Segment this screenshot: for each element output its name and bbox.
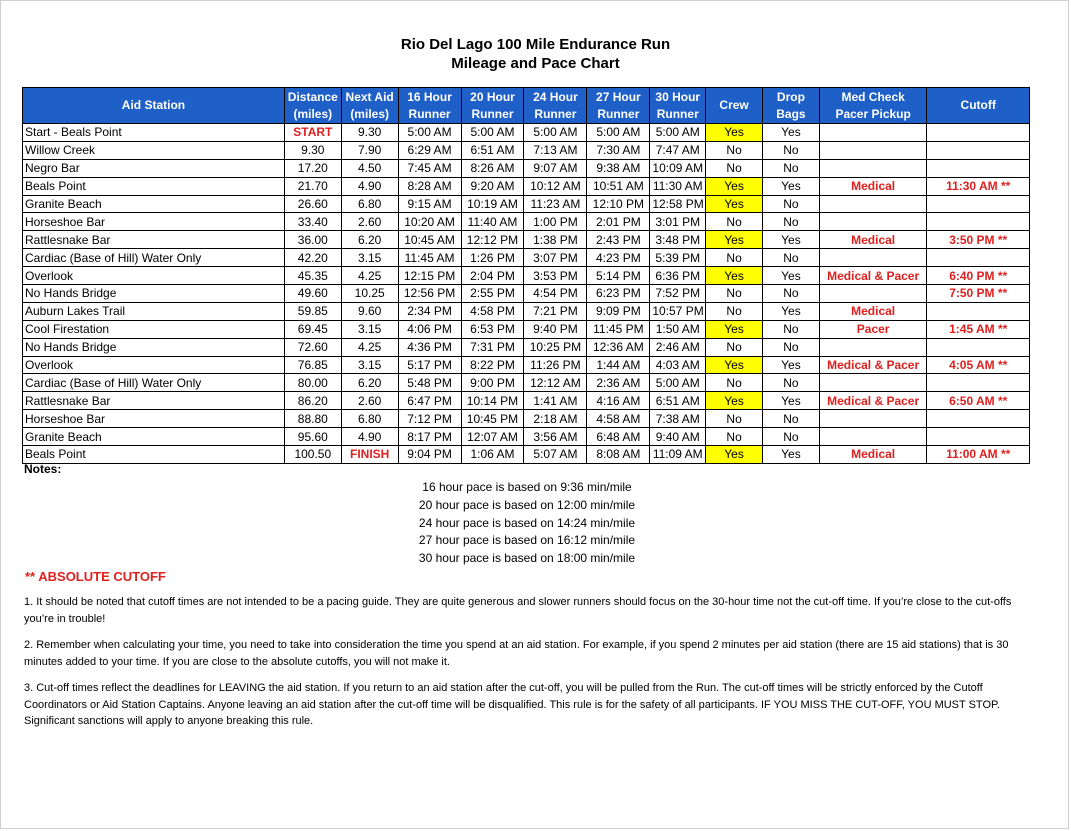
16-hour-cell: 8:17 PM (398, 428, 461, 446)
crew-cell: No (706, 338, 763, 356)
aid-station-cell: Granite Beach (23, 195, 285, 213)
med-check-cell (819, 124, 927, 142)
crew-cell: No (706, 159, 763, 177)
next-aid-cell: 10.25 (341, 285, 398, 303)
header-aid-station: Aid Station (23, 88, 285, 124)
table-row (23, 446, 1030, 464)
table-row (23, 267, 1030, 285)
note-paragraph-2: 2. Remember when calculating your time, you need to take into consideration the time you spend at an aid station. For example, if you spend 2 minutes per aid station (there are 15 aid stations) that is 30 minutes added to your time. If you are close to the absolute cutoffs, you will not make it. (24, 639, 1009, 668)
crew-cell: No (706, 249, 763, 267)
distance-cell: 42.20 (284, 249, 341, 267)
table-row (23, 285, 1030, 303)
16-hour-cell: 11:45 AM (398, 249, 461, 267)
27-hour-cell: 2:36 AM (587, 374, 650, 392)
cutoff-cell: 4:05 AM ** (927, 356, 1030, 374)
20-hour-cell: 5:00 AM (461, 124, 524, 142)
distance-cell: 17.20 (284, 159, 341, 177)
table-row (23, 410, 1030, 428)
med-check-cell (819, 428, 927, 446)
20-hour-cell: 1:06 AM (461, 446, 524, 464)
med-check-cell (819, 374, 927, 392)
20-hour-cell: 10:19 AM (461, 195, 524, 213)
24-hour-cell: 7:13 AM (524, 141, 587, 159)
16-hour-cell: 7:12 PM (398, 410, 461, 428)
drop-bags-cell: No (763, 213, 820, 231)
drop-bags-cell: Yes (763, 124, 820, 142)
drop-bags-cell: No (763, 249, 820, 267)
20-hour-cell: 10:14 PM (461, 392, 524, 410)
cutoff-cell: 6:40 PM ** (927, 267, 1030, 285)
header-24-hour: 24 Hour Runner (524, 88, 587, 124)
distance-cell: 80.00 (284, 374, 341, 392)
next-aid-cell: 3.15 (341, 249, 398, 267)
table-row (23, 124, 1030, 142)
next-aid-cell: 4.25 (341, 267, 398, 285)
distance-cell: 26.60 (284, 195, 341, 213)
absolute-cutoff-label: ** ABSOLUTE CUTOFF (25, 569, 166, 584)
30-hour-cell: 12:58 PM (650, 195, 706, 213)
next-aid-cell: 4.25 (341, 338, 398, 356)
crew-cell: Yes (706, 231, 763, 249)
30-hour-cell: 7:38 AM (650, 410, 706, 428)
crew-cell: No (706, 428, 763, 446)
note-paragraph-3: 3. Cut-off times reflect the deadlines for LEAVING the aid station. If you return to an aid station after the cut-off, you will be pulled from the Run. The cut-off times will be strictly enforced by the Cutoff Coordinators or Aid Station Captains. Anyone leaving an aid station after the cut-off time will be disqualified. This rule is for the safety of all participants. IF YOU MISS THE CUT-OFF, YOU MUST STOP. Significant sanctions will apply to anyone breaking this rule. (24, 682, 1000, 727)
16-hour-cell: 8:28 AM (398, 177, 461, 195)
header-30-hour: 30 Hour Runner (650, 88, 706, 124)
30-hour-cell: 3:48 PM (650, 231, 706, 249)
crew-cell: No (706, 410, 763, 428)
med-check-cell: Medical (819, 231, 927, 249)
16-hour-cell: 9:15 AM (398, 195, 461, 213)
27-hour-cell: 6:23 PM (587, 285, 650, 303)
27-hour-cell: 9:09 PM (587, 302, 650, 320)
crew-cell: No (706, 141, 763, 159)
27-hour-cell: 4:16 AM (587, 392, 650, 410)
cutoff-cell (927, 338, 1030, 356)
next-aid-cell: 3.15 (341, 356, 398, 374)
16-hour-cell: 5:17 PM (398, 356, 461, 374)
30-hour-cell: 7:52 PM (650, 285, 706, 303)
cutoff-cell (927, 159, 1030, 177)
20-hour-cell: 1:26 PM (461, 249, 524, 267)
med-check-cell: Medical (819, 177, 927, 195)
drop-bags-cell: No (763, 374, 820, 392)
table-row (23, 374, 1030, 392)
med-check-cell (819, 338, 927, 356)
aid-station-cell: Beals Point (23, 446, 285, 464)
pace-note: 16 hour pace is based on 9:36 min/mile (422, 480, 632, 494)
cutoff-cell (927, 410, 1030, 428)
med-check-cell: Medical & Pacer (819, 267, 927, 285)
20-hour-cell: 12:07 AM (461, 428, 524, 446)
drop-bags-cell: Yes (763, 392, 820, 410)
table-row (23, 231, 1030, 249)
med-check-cell (819, 213, 927, 231)
30-hour-cell: 2:46 AM (650, 338, 706, 356)
16-hour-cell: 5:00 AM (398, 124, 461, 142)
pace-note: 24 hour pace is based on 14:24 min/mile (418, 515, 636, 530)
table-row (23, 428, 1030, 446)
cutoff-cell: 1:45 AM ** (927, 320, 1030, 338)
16-hour-cell: 12:15 PM (398, 267, 461, 285)
drop-bags-cell: No (763, 195, 820, 213)
16-hour-cell: 6:29 AM (398, 141, 461, 159)
30-hour-cell: 6:36 PM (650, 267, 706, 285)
distance-cell: START (284, 124, 341, 142)
crew-cell: Yes (706, 356, 763, 374)
24-hour-cell: 12:12 AM (524, 374, 587, 392)
next-aid-cell: 4.90 (341, 428, 398, 446)
distance-cell: 9.30 (284, 141, 341, 159)
header-med-check: Med Check Pacer Pickup (819, 88, 927, 124)
crew-cell: No (706, 213, 763, 231)
24-hour-cell: 1:00 PM (524, 213, 587, 231)
crew-cell: Yes (706, 320, 763, 338)
30-hour-cell: 3:01 PM (650, 213, 706, 231)
next-aid-cell: 6.20 (341, 231, 398, 249)
30-hour-cell: 11:30 AM (650, 177, 706, 195)
header-cutoff: Cutoff (927, 88, 1030, 124)
24-hour-cell: 11:26 PM (524, 356, 587, 374)
table-row (23, 302, 1030, 320)
aid-station-cell: Start - Beals Point (23, 124, 285, 142)
30-hour-cell: 10:09 AM (650, 159, 706, 177)
pace-notes (0, 479, 1054, 568)
next-aid-cell: 7.90 (341, 141, 398, 159)
27-hour-cell: 12:10 PM (587, 195, 650, 213)
30-hour-cell: 9:40 AM (650, 428, 706, 446)
16-hour-cell: 9:04 PM (398, 446, 461, 464)
header-next-aid: Next Aid (miles) (341, 88, 398, 124)
next-aid-cell: 6.20 (341, 374, 398, 392)
20-hour-cell: 10:45 PM (461, 410, 524, 428)
aid-station-cell: Granite Beach (23, 428, 285, 446)
24-hour-cell: 11:23 AM (524, 195, 587, 213)
distance-cell: 88.80 (284, 410, 341, 428)
distance-cell: 69.45 (284, 320, 341, 338)
header-27-hour: 27 Hour Runner (587, 88, 650, 124)
next-aid-cell: 2.60 (341, 392, 398, 410)
crew-cell: Yes (706, 124, 763, 142)
20-hour-cell: 7:31 PM (461, 338, 524, 356)
27-hour-cell: 8:08 AM (587, 446, 650, 464)
distance-cell: 49.60 (284, 285, 341, 303)
cutoff-cell (927, 374, 1030, 392)
cutoff-cell (927, 124, 1030, 142)
27-hour-cell: 4:58 AM (587, 410, 650, 428)
cutoff-cell (927, 195, 1030, 213)
cutoff-cell (927, 302, 1030, 320)
crew-cell: Yes (706, 195, 763, 213)
20-hour-cell: 9:20 AM (461, 177, 524, 195)
crew-cell: No (706, 302, 763, 320)
drop-bags-cell: No (763, 159, 820, 177)
20-hour-cell: 12:12 PM (461, 231, 524, 249)
crew-cell: No (706, 285, 763, 303)
page-title: Rio Del Lago 100 Mile Endurance Run (400, 36, 671, 53)
drop-bags-cell: No (763, 320, 820, 338)
30-hour-cell: 6:51 AM (650, 392, 706, 410)
drop-bags-cell: No (763, 338, 820, 356)
med-check-cell: Medical (819, 446, 927, 464)
aid-station-cell: Negro Bar (23, 159, 285, 177)
cutoff-cell: 7:50 PM ** (927, 285, 1030, 303)
27-hour-cell: 1:44 AM (587, 356, 650, 374)
med-check-cell (819, 410, 927, 428)
27-hour-cell: 4:23 PM (587, 249, 650, 267)
24-hour-cell: 3:56 AM (524, 428, 587, 446)
16-hour-cell: 5:48 PM (398, 374, 461, 392)
next-aid-cell: 6.80 (341, 410, 398, 428)
24-hour-cell: 3:07 PM (524, 249, 587, 267)
header-crew: Crew (706, 88, 763, 124)
cutoff-cell (927, 213, 1030, 231)
aid-station-cell: Overlook (23, 267, 285, 285)
24-hour-cell: 4:54 PM (524, 285, 587, 303)
table-row (23, 338, 1030, 356)
16-hour-cell: 10:20 AM (398, 213, 461, 231)
distance-cell: 86.20 (284, 392, 341, 410)
aid-station-cell: No Hands Bridge (23, 285, 285, 303)
aid-station-cell: Rattlesnake Bar (23, 231, 285, 249)
cutoff-cell (927, 141, 1030, 159)
table-row (23, 195, 1030, 213)
crew-cell: Yes (706, 177, 763, 195)
20-hour-cell: 2:04 PM (461, 267, 524, 285)
distance-cell: 59.85 (284, 302, 341, 320)
med-check-cell (819, 141, 927, 159)
30-hour-cell: 5:00 AM (650, 374, 706, 392)
aid-station-cell: Cool Firestation (23, 320, 285, 338)
aid-station-cell: Rattlesnake Bar (23, 392, 285, 410)
20-hour-cell: 6:53 PM (461, 320, 524, 338)
med-check-cell: Medical & Pacer (819, 392, 927, 410)
pace-chart-table (22, 87, 1030, 464)
16-hour-cell: 4:36 PM (398, 338, 461, 356)
27-hour-cell: 6:48 AM (587, 428, 650, 446)
med-check-cell (819, 249, 927, 267)
pace-note: 27 hour pace is based on 16:12 min/mile (418, 533, 636, 548)
aid-station-cell: Horseshoe Bar (23, 213, 285, 231)
30-hour-cell: 5:00 AM (650, 124, 706, 142)
next-aid-cell: 3.15 (341, 320, 398, 338)
next-aid-cell: 6.80 (341, 195, 398, 213)
distance-cell: 76.85 (284, 356, 341, 374)
next-aid-cell: 4.50 (341, 159, 398, 177)
20-hour-cell: 2:55 PM (461, 285, 524, 303)
pace-note: 20 hour pace is based on 12:00 min/mile (418, 497, 636, 512)
24-hour-cell: 3:53 PM (524, 267, 587, 285)
16-hour-cell: 6:47 PM (398, 392, 461, 410)
24-hour-cell: 7:21 PM (524, 302, 587, 320)
cutoff-cell (927, 428, 1030, 446)
30-hour-cell: 11:09 AM (650, 446, 706, 464)
24-hour-cell: 2:18 AM (524, 410, 587, 428)
pace-note: 30 hour pace is based on 18:00 min/mile (418, 551, 636, 566)
table-row (23, 320, 1030, 338)
27-hour-cell: 7:30 AM (587, 141, 650, 159)
crew-cell: Yes (706, 446, 763, 464)
table-row (23, 392, 1030, 410)
16-hour-cell: 12:56 PM (398, 285, 461, 303)
crew-cell: Yes (706, 392, 763, 410)
24-hour-cell: 5:07 AM (524, 446, 587, 464)
table-row (23, 249, 1030, 267)
drop-bags-cell: Yes (763, 177, 820, 195)
crew-cell: Yes (706, 267, 763, 285)
aid-station-cell: No Hands Bridge (23, 338, 285, 356)
drop-bags-cell: Yes (763, 267, 820, 285)
30-hour-cell: 4:03 AM (650, 356, 706, 374)
med-check-cell: Pacer (819, 320, 927, 338)
drop-bags-cell: Yes (763, 302, 820, 320)
24-hour-cell: 9:07 AM (524, 159, 587, 177)
24-hour-cell: 10:25 PM (524, 338, 587, 356)
drop-bags-cell: No (763, 428, 820, 446)
16-hour-cell: 4:06 PM (398, 320, 461, 338)
aid-station-cell: Auburn Lakes Trail (23, 302, 285, 320)
next-aid-cell: 2.60 (341, 213, 398, 231)
distance-cell: 95.60 (284, 428, 341, 446)
24-hour-cell: 1:41 AM (524, 392, 587, 410)
cutoff-cell: 3:50 PM ** (927, 231, 1030, 249)
next-aid-cell: 9.60 (341, 302, 398, 320)
aid-station-cell: Horseshoe Bar (23, 410, 285, 428)
27-hour-cell: 2:01 PM (587, 213, 650, 231)
distance-cell: 72.60 (284, 338, 341, 356)
16-hour-cell: 2:34 PM (398, 302, 461, 320)
20-hour-cell: 8:22 PM (461, 356, 524, 374)
24-hour-cell: 1:38 PM (524, 231, 587, 249)
aid-station-cell: Cardiac (Base of Hill) Water Only (23, 374, 285, 392)
20-hour-cell: 6:51 AM (461, 141, 524, 159)
distance-cell: 21.70 (284, 177, 341, 195)
drop-bags-cell: Yes (763, 446, 820, 464)
30-hour-cell: 10:57 PM (650, 302, 706, 320)
med-check-cell (819, 159, 927, 177)
table-row (23, 177, 1030, 195)
med-check-cell: Medical & Pacer (819, 356, 927, 374)
table-row (23, 356, 1030, 374)
header-16-hour: 16 Hour Runner (398, 88, 461, 124)
27-hour-cell: 10:51 AM (587, 177, 650, 195)
aid-station-cell: Beals Point (23, 177, 285, 195)
20-hour-cell: 8:26 AM (461, 159, 524, 177)
aid-station-cell: Willow Creek (23, 141, 285, 159)
drop-bags-cell: No (763, 141, 820, 159)
30-hour-cell: 1:50 AM (650, 320, 706, 338)
distance-cell: 45.35 (284, 267, 341, 285)
next-aid-cell: 9.30 (341, 124, 398, 142)
16-hour-cell: 10:45 AM (398, 231, 461, 249)
cutoff-cell: 11:30 AM ** (927, 177, 1030, 195)
24-hour-cell: 5:00 AM (524, 124, 587, 142)
header-drop-bags: Drop Bags (763, 88, 820, 124)
27-hour-cell: 2:43 PM (587, 231, 650, 249)
med-check-cell (819, 195, 927, 213)
27-hour-cell: 11:45 PM (587, 320, 650, 338)
table-row (23, 159, 1030, 177)
note-paragraph-1: 1. It should be noted that cutoff times are not intended to be a pacing guide. They are quite generous and slower runners should focus on the 30-hour time not the cut-off time. If you’re close to the cut-offs you’re in trouble! (24, 596, 1012, 625)
24-hour-cell: 9:40 PM (524, 320, 587, 338)
table-row (23, 213, 1030, 231)
30-hour-cell: 5:39 PM (650, 249, 706, 267)
med-check-cell (819, 285, 927, 303)
20-hour-cell: 11:40 AM (461, 213, 524, 231)
drop-bags-cell: Yes (763, 231, 820, 249)
aid-station-cell: Overlook (23, 356, 285, 374)
20-hour-cell: 9:00 PM (461, 374, 524, 392)
header-20-hour: 20 Hour Runner (461, 88, 524, 124)
aid-station-cell: Cardiac (Base of Hill) Water Only (23, 249, 285, 267)
24-hour-cell: 10:12 AM (524, 177, 587, 195)
notes-label: Notes: (24, 462, 62, 476)
drop-bags-cell: No (763, 410, 820, 428)
next-aid-cell: 4.90 (341, 177, 398, 195)
27-hour-cell: 5:00 AM (587, 124, 650, 142)
27-hour-cell: 12:36 AM (587, 338, 650, 356)
cutoff-cell (927, 249, 1030, 267)
table-row (23, 141, 1030, 159)
27-hour-cell: 5:14 PM (587, 267, 650, 285)
distance-cell: 100.50 (284, 446, 341, 464)
header-distance: Distance (miles) (284, 88, 341, 124)
distance-cell: 36.00 (284, 231, 341, 249)
distance-cell: 33.40 (284, 213, 341, 231)
med-check-cell: Medical (819, 302, 927, 320)
page-subtitle: Mileage and Pace Chart (451, 55, 620, 72)
20-hour-cell: 4:58 PM (461, 302, 524, 320)
cutoff-cell: 11:00 AM ** (927, 446, 1030, 464)
crew-cell: No (706, 374, 763, 392)
16-hour-cell: 7:45 AM (398, 159, 461, 177)
cutoff-cell: 6:50 AM ** (927, 392, 1030, 410)
27-hour-cell: 9:38 AM (587, 159, 650, 177)
drop-bags-cell: No (763, 285, 820, 303)
next-aid-cell: FINISH (341, 446, 398, 464)
table-header-row (23, 88, 1030, 124)
drop-bags-cell: Yes (763, 356, 820, 374)
30-hour-cell: 7:47 AM (650, 141, 706, 159)
